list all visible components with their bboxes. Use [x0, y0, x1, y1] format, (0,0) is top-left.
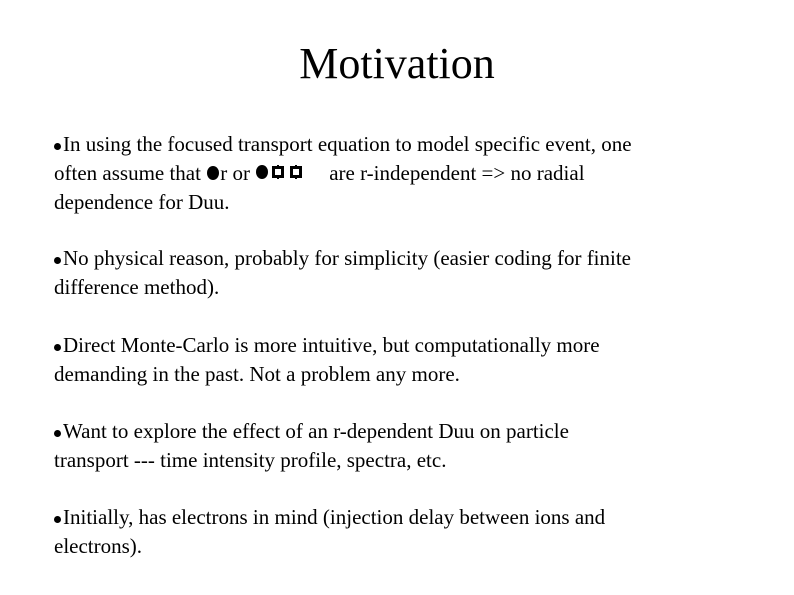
bullet-text: Initially, has electrons in mind (injection delay between ions and: [63, 505, 606, 529]
bullet-dot-icon: [54, 143, 61, 150]
bullet-text: often assume that: [54, 161, 201, 185]
bullet-text: In using the focused transport equation to model specific event, one: [63, 132, 632, 156]
bullet-text: Direct Monte-Carlo is more intuitive, but computationally more: [63, 333, 600, 357]
bullet-dot-icon: [54, 430, 61, 437]
bullet-line: electrons).: [54, 534, 143, 558]
bullet-line: [54, 130, 754, 159]
bullet-item-3: [54, 331, 754, 389]
bullet-line: [54, 244, 754, 273]
bullet-line: difference method).: [54, 275, 220, 299]
bullet-text: are r-independent => no radial: [329, 161, 585, 185]
bullet-line: transport --- time intensity profile, spectra, etc.: [54, 448, 447, 472]
bullet-item-4: [54, 417, 754, 475]
missing-symbol-glyph-icon: [206, 165, 220, 181]
bullet-line: dependence for Duu.: [54, 190, 230, 214]
bullet-item-5: [54, 503, 754, 561]
bullet-item-1: [54, 130, 754, 217]
bullet-text: No physical reason, probably for simplicity (easier coding for finite: [63, 246, 632, 270]
bullet-dot-icon: [54, 344, 61, 351]
bullet-dot-icon: [54, 257, 61, 264]
bullet-dot-icon: [54, 516, 61, 523]
missing-symbol-glyph-icon: [255, 163, 309, 181]
bullet-text: r or: [220, 161, 250, 185]
bullet-text: Want to explore the effect of an r-dependent Duu on particle: [63, 419, 569, 443]
bullet-line: [54, 417, 754, 446]
bullet-line: [54, 159, 754, 188]
bullet-item-2: [54, 244, 754, 302]
slide-title: Motivation: [299, 39, 495, 88]
bullet-line: [54, 503, 754, 532]
bullet-line: demanding in the past. Not a problem any more.: [54, 362, 460, 386]
bullet-line: [54, 331, 754, 360]
